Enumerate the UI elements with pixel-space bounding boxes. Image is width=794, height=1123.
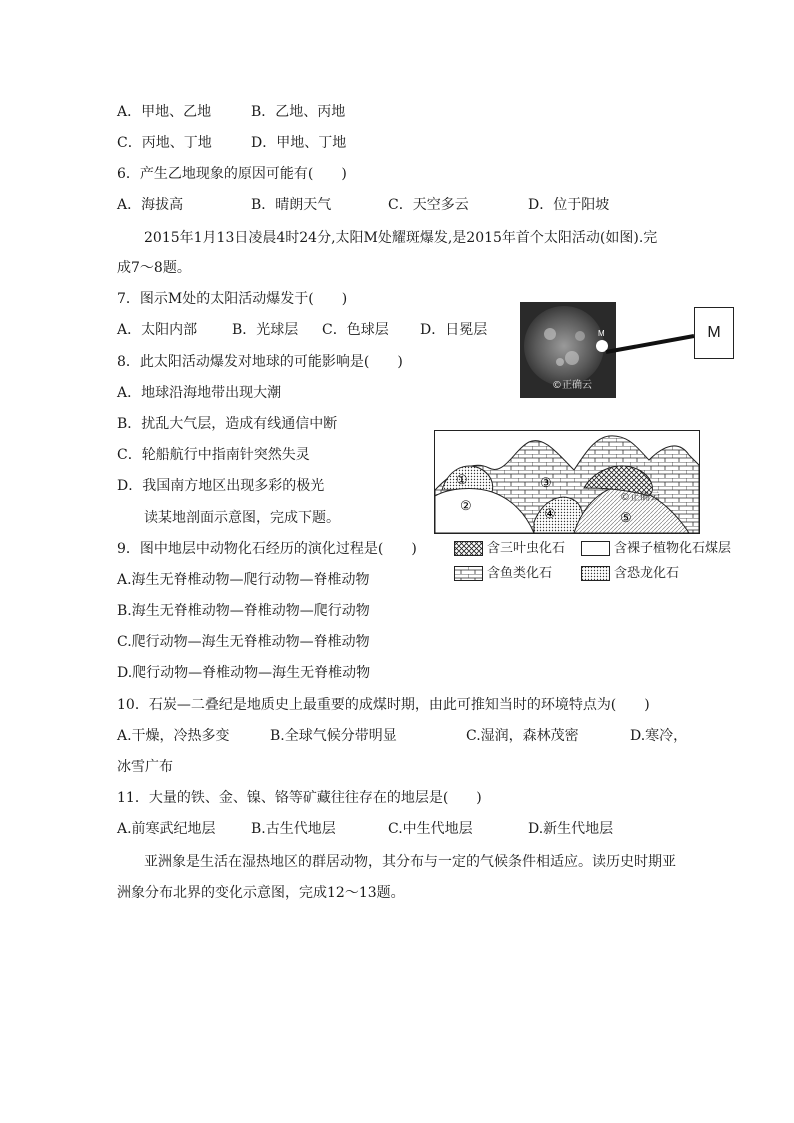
q10-option-b: B.全球气候分带明显 [270, 728, 397, 744]
q10-option-d: D.寒冷， [630, 728, 688, 744]
strata-label-1: ① [456, 473, 468, 488]
q6-option-a: A．海拔高 [117, 197, 184, 213]
passage3-line2: 洲象分布北界的变化示意图，完成12～13题。 [117, 885, 405, 901]
q9-option-a: A.海生无脊椎动物—爬行动物—脊椎动物 [117, 572, 370, 588]
q9-option-b: B.海生无脊椎动物—脊椎动物—爬行动物 [117, 603, 370, 619]
sun-watermark: ©正确云 [552, 380, 592, 391]
strata-label-2: ② [460, 499, 472, 514]
q11-option-b: B.古生代地层 [251, 821, 336, 837]
legend-label-trilobite: 含三叶虫化石 [487, 541, 566, 556]
strata-label-3: ③ [540, 476, 552, 491]
passage3-line1: 亚洲象是生活在湿热地区的群居动物，其分布与一定的气候条件相适应。读历史时期亚 [144, 854, 676, 870]
q7-option-c: C．色球层 [322, 322, 389, 338]
q7-option-d: D．日冕层 [420, 322, 488, 338]
q5-option-c: C．丙地、丁地 [117, 135, 212, 151]
legend-swatch-fish [454, 566, 484, 582]
q11-option-a: A.前寒武纪地层 [117, 821, 216, 837]
strata-label-5: ⑤ [620, 511, 632, 526]
sun-disk [524, 306, 604, 386]
q8-option-a: A．地球沿海地带出现大潮 [117, 385, 282, 401]
q11-option-c: C.中生代地层 [388, 821, 473, 837]
pointer-line [600, 330, 700, 360]
m-label-box [694, 307, 734, 359]
legend-swatch-coal [581, 541, 611, 557]
q6-option-c: C．天空多云 [388, 197, 469, 213]
m-label: M [707, 324, 721, 341]
legend-label-fish: 含鱼类化石 [487, 566, 553, 581]
q5-option-b: B．乙地、丙地 [251, 104, 346, 120]
q11-stem: 11．大量的铁、金、镍、铬等矿藏往往存在的地层是( ) [117, 790, 482, 806]
q7-option-b: B．光球层 [232, 322, 299, 338]
q10-stem: 10．石炭—二叠纪是地质史上最重要的成煤时期，由此可推知当时的环境特点为( ) [117, 697, 650, 713]
q5-option-d: D．甲地、丁地 [251, 135, 347, 151]
q6-stem: 6．产生乙地现象的原因可能有( ) [117, 166, 347, 182]
strata-watermark: ©正确云 [620, 492, 660, 503]
q8-option-c: C．轮船航行中指南针突然失灵 [117, 447, 310, 463]
q7-stem: 7．图示M处的太阳活动爆发于( ) [117, 291, 348, 307]
q8-option-b: B．扰乱大气层，造成有线通信中断 [117, 416, 338, 432]
q5-option-a: A．甲地、乙地 [117, 104, 212, 120]
legend-label-coal: 含裸子植物化石煤层 [614, 541, 732, 556]
q9-stem: 9．图中地层中动物化石经历的演化过程是( ) [117, 541, 417, 557]
q11-option-d: D.新生代地层 [528, 821, 614, 837]
q8-option-d: D．我国南方地区出现多彩的极光 [117, 478, 325, 494]
q10-option-c: C.湿润，森林茂密 [466, 728, 579, 744]
strata-label-4: ④ [544, 507, 556, 522]
legend-label-dinosaur: 含恐龙化石 [614, 566, 680, 581]
legend-swatch-dinosaur [581, 566, 611, 582]
q10-option-d-continued: 冰雪广布 [117, 759, 173, 775]
q9-option-c: C.爬行动物—海生无脊椎动物—脊椎动物 [117, 634, 370, 650]
passage2: 读某地剖面示意图，完成下题。 [144, 510, 340, 526]
strata-cross-section [434, 430, 700, 534]
q6-option-d: D．位于阳坡 [528, 197, 610, 213]
q10-option-a: A.干燥，冷热多变 [117, 728, 230, 744]
passage1-line1: 2015年1月13日凌晨4时24分,太阳M处耀斑爆发,是2015年首个太阳活动(如图).完 [144, 230, 658, 246]
q6-option-b: B．晴朗天气 [251, 197, 332, 213]
q9-option-d: D.爬行动物—脊椎动物—海生无脊椎动物 [117, 665, 371, 681]
q7-option-a: A．太阳内部 [117, 322, 198, 338]
sun-tag-m: M [598, 329, 605, 338]
passage1-line2: 成7～8题。 [117, 260, 191, 276]
legend-swatch-trilobite [454, 541, 484, 557]
q8-stem: 8．此太阳活动爆发对地球的可能影响是( ) [117, 354, 403, 370]
